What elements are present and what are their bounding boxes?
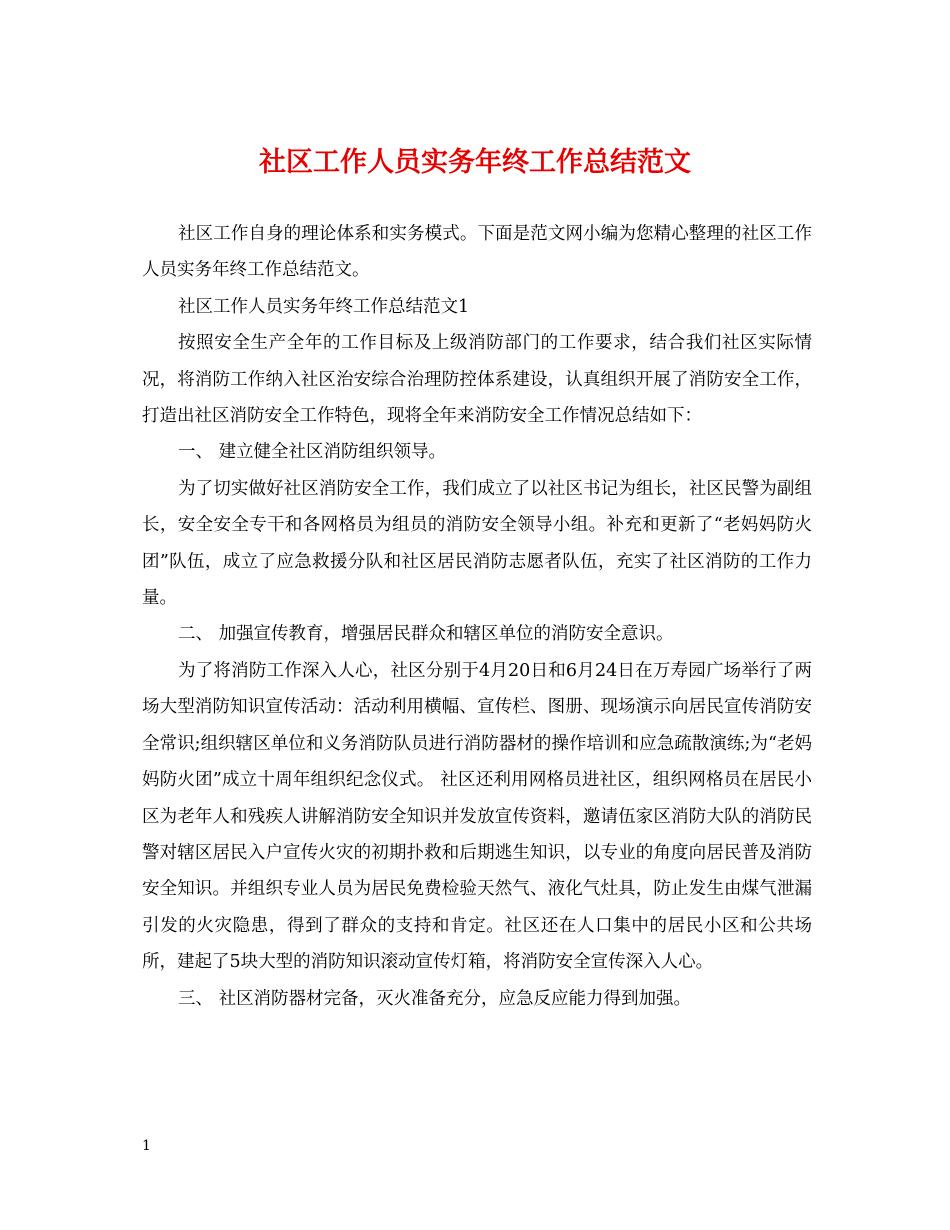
paragraph-subtitle: 社区工作人员实务年终工作总结范文1: [178, 296, 470, 317]
section-heading-3: 三、 社区消防器材完备，灭火准备充分，应急反应能力得到加强。: [178, 988, 692, 1009]
page-number: 1: [142, 1138, 151, 1154]
document-body: [142, 216, 812, 1017]
paragraph-section-2: 为了将消防工作深入人心，社区分别于4月20日和6月24日在万寿园广场举行了两场大型消防知识宣传活动：活动利用横幅、宣传栏、图册、现场演示向居民宣传消防安全常识;组织辖区单位和义务消防队员进行消防器材的操作培训和应急疏散演练;为“老妈妈防火团”成立十周年组织纪念仪式。 社区还利用网格员进社区，组织网格员在居民小区为老年人和残疾人讲解消防安全知识并发放宣传资料，邀请伍家区消防大队的消防民警对辖区居民入户宣传火灾的初期扑救和后期逃生知识，以专业的角度向居民普及消防安全知识。并组织专业人员为居民免费检验天然气、液化气灶具，防止发生由煤气泄漏引发的火灾隐患，得到了群众的支持和肯定。社区还在人口集中的居民小区和公共场所，建起了5块大型的消防知识滚动宣传灯箱，将消防安全宣传深入人心。: [142, 660, 812, 973]
section-heading-1: 一、 建立健全社区消防组织领导。: [178, 442, 447, 463]
section-heading-2: 二、 加强宣传教育，增强居民群众和辖区单位的消防安全意识。: [178, 624, 674, 645]
paragraph-section-1: 为了切实做好社区消防安全工作，我们成立了以社区书记为组长，社区民警为副组长，安全安全专干和各网格员为组员的消防安全领导小组。补充和更新了“老妈妈防火团”队伍，成立了应急救援分队和社区居民消防志愿者队伍，充实了社区消防的工作力量。: [142, 478, 812, 609]
document-title: 社区工作人员实务年终工作总结范文: [259, 147, 691, 178]
paragraph-overview: 按照安全生产全年的工作目标及上级消防部门的工作要求，结合我们社区实际情况，将消防工作纳入社区治安综合治理防控体系建设，认真组织开展了消防安全工作，打造出社区消防安全工作特色，现将全年来消防安全工作情况总结如下：: [142, 333, 812, 427]
paragraph-intro: 社区工作自身的理论体系和实务模式。下面是范文网小编为您精心整理的社区工作人员实务年终工作总结范文。: [142, 224, 812, 281]
